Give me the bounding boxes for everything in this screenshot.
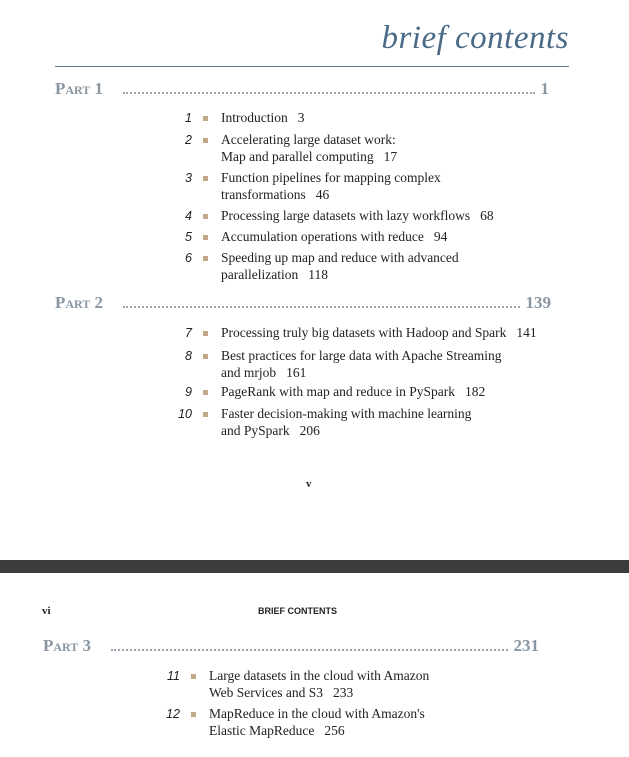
chapter-title-line: Accumulation operations with reduce 94: [221, 229, 448, 244]
chapter-title-line: Web Services and S3 233: [209, 684, 354, 700]
bullet-icon: [203, 390, 208, 395]
chapter-number: 6: [185, 251, 192, 265]
chapter-page: 68: [480, 208, 494, 223]
chapter-number: 12: [166, 707, 180, 721]
chapter-number: 1: [185, 111, 192, 125]
chapter-page: 233: [333, 684, 354, 700]
chapter-title-line: Processing large datasets with lazy workflows 68: [221, 208, 494, 223]
chapter-number: 11: [167, 669, 180, 683]
chapter-title-line: and PySpark 206: [221, 422, 320, 438]
chapter-page: 182: [464, 384, 486, 399]
chapter-page: 256: [324, 722, 345, 738]
chapter-title-line: Best practices for large data with Apache Streaming: [221, 348, 502, 363]
part-3-heading: [43, 636, 539, 656]
bullet-icon: [203, 412, 208, 417]
bullet-icon: [203, 214, 208, 219]
page-divider: [0, 560, 629, 573]
chapter-page: 17: [383, 148, 398, 164]
bullet-icon: [203, 116, 208, 121]
chapter-number: 4: [185, 209, 192, 223]
running-head: BRIEF CONTENTS: [258, 606, 338, 616]
chapter-title-line: and mrjob 161: [221, 364, 307, 380]
chapter-title-line: Processing truly big datasets with Hadoop and Spark 141: [221, 325, 537, 340]
chapter-number: 5: [185, 230, 192, 244]
page-title: brief contents: [381, 20, 569, 56]
chapter-number: 8: [185, 349, 192, 363]
chapter-title-line: transformations 46: [221, 186, 330, 202]
chapter-title-line: Function pipelines for mapping complex: [221, 170, 441, 185]
chapter-title-line: Faster decision-making with machine learning: [221, 406, 472, 421]
chapter-page: 118: [308, 266, 328, 282]
leader-dots: [111, 649, 507, 651]
part-1-heading: [55, 79, 549, 99]
chapter-page: 3: [297, 110, 305, 125]
bullet-icon: [203, 138, 208, 143]
title-rule: [55, 66, 569, 67]
chapter-title-line: Speeding up map and reduce with advanced: [221, 250, 459, 265]
chapter-number: 10: [178, 407, 192, 421]
chapter-title-line: Elastic MapReduce 256: [209, 722, 345, 738]
bullet-icon: [203, 176, 208, 181]
part-page: 1: [540, 79, 549, 98]
part-label: Part 3: [43, 636, 92, 655]
part-label: Part 2: [55, 293, 104, 312]
bullet-icon: [203, 235, 208, 240]
part-page: 231: [513, 636, 539, 655]
part-2-heading: [55, 293, 551, 313]
chapter-page: 206: [299, 422, 320, 438]
page-folio: vi: [42, 605, 51, 617]
bullet-icon: [191, 674, 196, 679]
chapter-title-line: PageRank with map and reduce in PySpark 182: [221, 384, 486, 399]
chapter-title-line: Map and parallel computing 17: [221, 148, 398, 164]
chapter-title-line: Accelerating large dataset work:: [221, 132, 396, 147]
part-label: Part 1: [55, 79, 104, 98]
chapter-title-line: Large datasets in the cloud with Amazon: [209, 668, 430, 683]
chapter-page: 94: [433, 229, 448, 244]
chapter-number: 3: [185, 171, 192, 185]
bullet-icon: [203, 354, 208, 359]
chapter-page: 161: [286, 364, 307, 380]
leader-dots: [123, 92, 534, 94]
chapter-title-line: MapReduce in the cloud with Amazon's: [209, 706, 425, 721]
part-page: 139: [525, 293, 551, 312]
chapter-number: 2: [185, 133, 192, 147]
chapter-number: 9: [185, 385, 192, 399]
chapter-number: 7: [185, 326, 192, 340]
page-vi: [0, 573, 629, 757]
chapter-title-line: Introduction 3: [221, 110, 305, 125]
bullet-icon: [203, 256, 208, 261]
chapter-title-line: parallelization 118: [221, 266, 328, 282]
chapter-page: 141: [516, 325, 537, 340]
page-folio: v: [306, 478, 312, 490]
chapter-page: 46: [315, 186, 330, 202]
leader-dots: [123, 306, 519, 308]
bullet-icon: [191, 712, 196, 717]
bullet-icon: [203, 331, 208, 336]
